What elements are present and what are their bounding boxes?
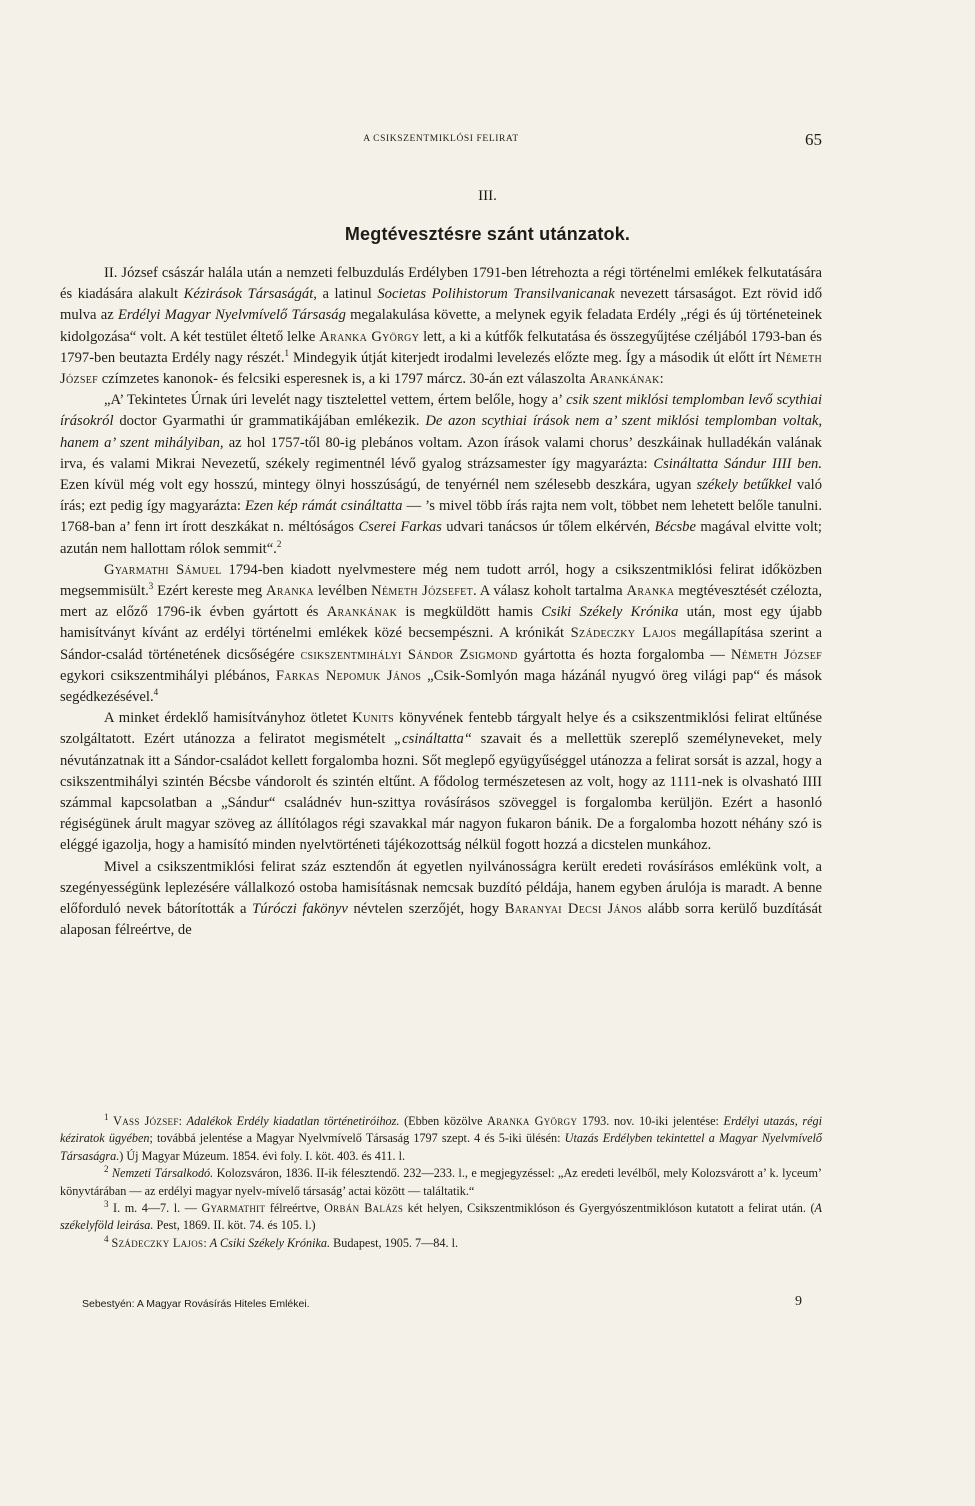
- text-run: egykori csikszentmihályi plébános,: [60, 667, 276, 684]
- text-run: doctor Gyarmathi úr grammatikájában emlékezik.: [113, 413, 426, 430]
- person-name: Németh József: [730, 646, 823, 663]
- text-run: udvari tanácsos úr tőlem elkérvén,: [441, 519, 655, 536]
- footnote-ref[interactable]: 1: [284, 347, 290, 358]
- text-run: „A’ Tekintetes Úrnak úri levelét nagy tisztelettel vettem, értem belőle, hogy a’: [104, 392, 567, 409]
- person-name: csikszentmihályi Sándor Zsigmond: [300, 646, 518, 663]
- person-name: Gyarmathi Sámuel: [104, 561, 222, 578]
- paragraph-4: [60, 708, 822, 856]
- person-name: Szádeczky Lajos: [570, 625, 677, 642]
- footnote-2: [60, 1165, 822, 1200]
- section-number: III.: [478, 188, 497, 204]
- text-run: I. m. 4—7. l. —: [113, 1201, 202, 1216]
- text-run: :: [203, 1235, 210, 1250]
- person-name: Aranka: [266, 583, 314, 600]
- text-run: , a latinul: [313, 286, 378, 303]
- text-run: névtelen szerzőjét, hogy: [347, 901, 505, 918]
- text-run: után, most egy újabb hamisítványt kívánt az erdélyi történelmi emlékek közé becsempészni. A krónikát: [60, 604, 823, 642]
- italic-run: Ezen kép rámát csináltatta: [244, 498, 403, 515]
- person-name: Németh Józsefet: [371, 583, 473, 600]
- person-name: Arankának: [326, 604, 398, 621]
- text-run: megalakulása követte, a melynek egyik feladata Erdély „régi és új történeteinek kidolgozása“ volt. A két testület éltető lelke: [60, 307, 822, 345]
- footnotes: [60, 1113, 822, 1252]
- text-run: A minket érdeklő hamisítványhoz ötletet: [104, 710, 353, 727]
- text-run: Mindegyik útját kiterjedt irodalmi levelezés előzte meg. Így a második út előtt írt: [289, 349, 776, 366]
- text-run: való írás; ezt pedig így magyarázta:: [60, 477, 822, 515]
- text-run: Mivel a csikszentmiklósi felirat száz esztendőn át egyetlen nyilvánosságra került eredeti rovásírásos emlékünk volt, a szegényességünk leplezésére vállalkozó ostoba hamisításnak nemcsak buzdító példája, hanem egyben árulója is maradt. A benne előforduló nevek bátorították a: [60, 858, 822, 918]
- text-run: 1793. nov. 10-iki jelentése:: [577, 1114, 724, 1128]
- italic-run: Cserei Farkas: [358, 519, 442, 536]
- footnote-4: [60, 1235, 822, 1252]
- person-name: Arankának: [589, 371, 660, 388]
- signature-line: Sebestyén: A Magyar Rovásírás Hiteles Emlékei.: [82, 1298, 310, 1310]
- text-run: könyvének fentebb tárgyalt helye és a csikszentmiklósi felirat eltűnése szolgáltatott. Ezért utánozza a feliratot megismételt: [60, 710, 822, 748]
- text-run: alább sorra kerülő buzdítását alaposan félreértve, de: [60, 901, 822, 939]
- text-run: Ezen kívül még volt egy hosszú, mintegy ölnyi hosszúságú, de tenyérnél nem szélesebb deszkára, ugyan: [60, 477, 697, 494]
- person-name: Baranyai Decsi János: [504, 901, 642, 918]
- person-name: Farkas Nepomuk János: [275, 667, 422, 684]
- italic-run: A székelyföld leirása.: [60, 1201, 822, 1233]
- text-run: :: [178, 1114, 187, 1128]
- body-text: [60, 263, 822, 942]
- text-run: Ezért kereste meg: [153, 583, 267, 600]
- text-run: lett, a ki a kútfők felkutatása és összegyűjtése czéljából 1793-ban és 1797-ben beutazta Erdély nagy részét.: [60, 328, 822, 366]
- text-run: . A válasz koholt tartalma: [472, 583, 627, 600]
- person-name: Vass József: [113, 1114, 179, 1128]
- italic-run: Erdélyi Magyar Nyelvmívelő Társaság: [117, 307, 346, 324]
- text-run: nevezett társaságot. Ezt rövid idő mulva az: [60, 286, 822, 324]
- footnote-mark: 1: [104, 1111, 109, 1122]
- italic-run: Adalékok Erdély kiadatlan történetiróihoz.: [186, 1114, 400, 1128]
- italic-run: székely betűkkel: [696, 477, 792, 494]
- footnote-ref[interactable]: 3: [148, 581, 154, 592]
- italic-run: A Csiki Székely Krónika.: [209, 1235, 331, 1250]
- italic-run: csik szent miklósi templomban levő scythiai írásokról: [60, 392, 823, 430]
- paragraph-2-quote: [60, 390, 822, 560]
- paragraph-5: [60, 857, 822, 942]
- signature-number: 9: [795, 1294, 802, 1309]
- italic-run: Societas Polihistorum Transilvanicanak: [377, 286, 615, 303]
- text-run: czímzetes kanonok- és felcsiki esperesnek is, a ki 1797 márcz. 30-án ezt válaszolta: [98, 371, 590, 388]
- text-run: félreértve,: [265, 1201, 325, 1216]
- text-run: 1794-ben kiadott nyelvmestere még nem tudott arról, hogy a csikszentmiklósi felirat időközben megsemmisült.: [60, 561, 823, 600]
- italic-run: „csináltatta“: [394, 731, 472, 748]
- text-run: szavait és a mellettük szereplő személyneveket, mely névutánzatnak itt a Sándor-családot kellett forgalomba hozni. Sőt meglepő együgyűséggel utánozza a felirat sorsát is azzal, hogy a csikszentmihályi szintén Bécsbe vándorolt és szintén eltűnt. A fődolog természetesen az volt, hogy az 1111-nek is olvasható IIII számmal kapcsolatban a „Sándur“ családnév hun-szittya rovásírásos szöveggel is forgalomba kerüljön. Ezért a hasonló régiségünek árult magyar szöveg az állítólagos régi szavakkal már nagyon fukaron bánik. De a forgalomba hozott néhány szó is eléggé igazolja, hogy a hamisító minden nyelvtörténeti tájékozottság nélkül fogott hozzá a dicstelen munkához.: [60, 731, 822, 854]
- person-name: Aranka: [626, 583, 675, 600]
- text-run: is megküldött hamis: [397, 604, 542, 621]
- text-run: Budapest, 1905. 7—84. l.: [330, 1235, 459, 1250]
- text-run: gyártotta és hozta forgalomba —: [517, 646, 731, 663]
- text-run: megállapítása szerint a Sándor-család történetének dicsőségére: [60, 625, 822, 663]
- person-name: Kunits: [352, 710, 395, 727]
- italic-run: Bécsbe: [654, 519, 696, 536]
- italic-run: Csináltatta Sándur IIII ben.: [653, 455, 822, 472]
- person-name: Németh József: [60, 349, 822, 388]
- text-run: két helyen, Csikszentmiklóson és Gyergyószentmiklóson kutatott a felirat után. (: [403, 1201, 815, 1216]
- italic-run: Erdélyi utazás, régi kéziratok ügyében: [60, 1114, 823, 1146]
- italic-run: Kézirások Társaságát: [183, 286, 314, 303]
- text-run: (Ebben közölve: [399, 1114, 488, 1128]
- running-head: A CSIKSZENTMIKLÓSI FELIRAT: [363, 134, 519, 144]
- person-name: Orbán Balázs: [324, 1201, 404, 1216]
- text-run: megtévesztését czélozta, mert az előző 1796-ik évben gyártott és: [60, 583, 822, 621]
- text-run: Pest, 1869. II. köt. 74. és 105. l.): [153, 1218, 316, 1233]
- footnote-mark: 2: [104, 1164, 109, 1175]
- text-run: II. József császár halála után a nemzeti felbuzdulás Erdélyben 1791-ben létrehozta a régi történelmi emlékek felkutatására és kiadására alakult: [60, 265, 822, 303]
- text-run: :: [659, 371, 664, 388]
- text-run: magával elvitte volt; azután nem hallottam rólok semmit“.: [60, 519, 822, 557]
- footnote-3: [60, 1200, 822, 1235]
- person-name: Aranka György: [487, 1114, 578, 1128]
- text-run: ; továbbá jelentése a Magyar Nyelvmívelő Társaság 1797 szept. 4 és 5-iki ülésén:: [149, 1131, 565, 1146]
- italic-run: Nemzeti Társalkodó.: [111, 1166, 214, 1181]
- footnote-ref[interactable]: 4: [153, 687, 159, 698]
- italic-run: Utazás Erdélyben tekintettel a Magyar Nyelvmívelő Társaságra.: [60, 1131, 823, 1163]
- text-run: ) Új Magyar Múzeum. 1854. évi foly. I. köt. 403. és 411. l.: [119, 1148, 406, 1163]
- italic-run: De azon scythiai írások nem a’ szent miklósi templomban voltak, hanem a’ szent mihályiban,: [60, 413, 823, 451]
- footnote-mark: 4: [104, 1233, 109, 1244]
- footnote-mark: 3: [104, 1198, 109, 1209]
- page-number: 65: [805, 130, 822, 149]
- paragraph-1: [60, 263, 822, 390]
- paragraph-3: [60, 560, 822, 708]
- page-header: [60, 130, 822, 154]
- italic-run: Csiki Székely Krónika: [541, 604, 679, 621]
- italic-run: Túróczi fakönyv: [252, 901, 348, 918]
- footnote-ref[interactable]: 2: [276, 538, 282, 549]
- person-name: Szádeczky Lajos: [111, 1235, 204, 1250]
- text-run: — ’s mivel több írás rajta nem volt, többet nem lehetett belőle tanulni. 1768-ban a’ fenn irt írott deszkákat n. méltóságos: [60, 498, 822, 536]
- text-run: „Csik-Somlyón maga házánál nyugvó öreg világi pap“ és mások segédkezésével.: [60, 667, 822, 706]
- footnote-1: [60, 1113, 822, 1165]
- text-run: az hol 1757-től 80-ig plebános voltam. Azon írások valami chorus’ deszkáinak hulladékán valának irva, és valami Mikrai Nevezetű, székely regimentnél lévő gyalog strázsamester így magyarázta:: [60, 434, 822, 472]
- text-run: Kolozsváron, 1836. II-ik félesztendő. 232—233. l., e megjegyzéssel: „Az eredeti levélből, mely Kolozsvárott a’ k. lyceum’ könyvtárában — az erdélyi magyar nyelv-mívelő társaság’ actai között — találtatik.“: [60, 1166, 822, 1198]
- person-name: Aranka György: [319, 328, 420, 345]
- text-run: levélben: [313, 583, 372, 600]
- section-title: Megtévesztésre szánt utánzatok.: [344, 224, 631, 244]
- page-footer: [82, 1294, 802, 1314]
- person-name: Gyarmathit: [201, 1201, 266, 1216]
